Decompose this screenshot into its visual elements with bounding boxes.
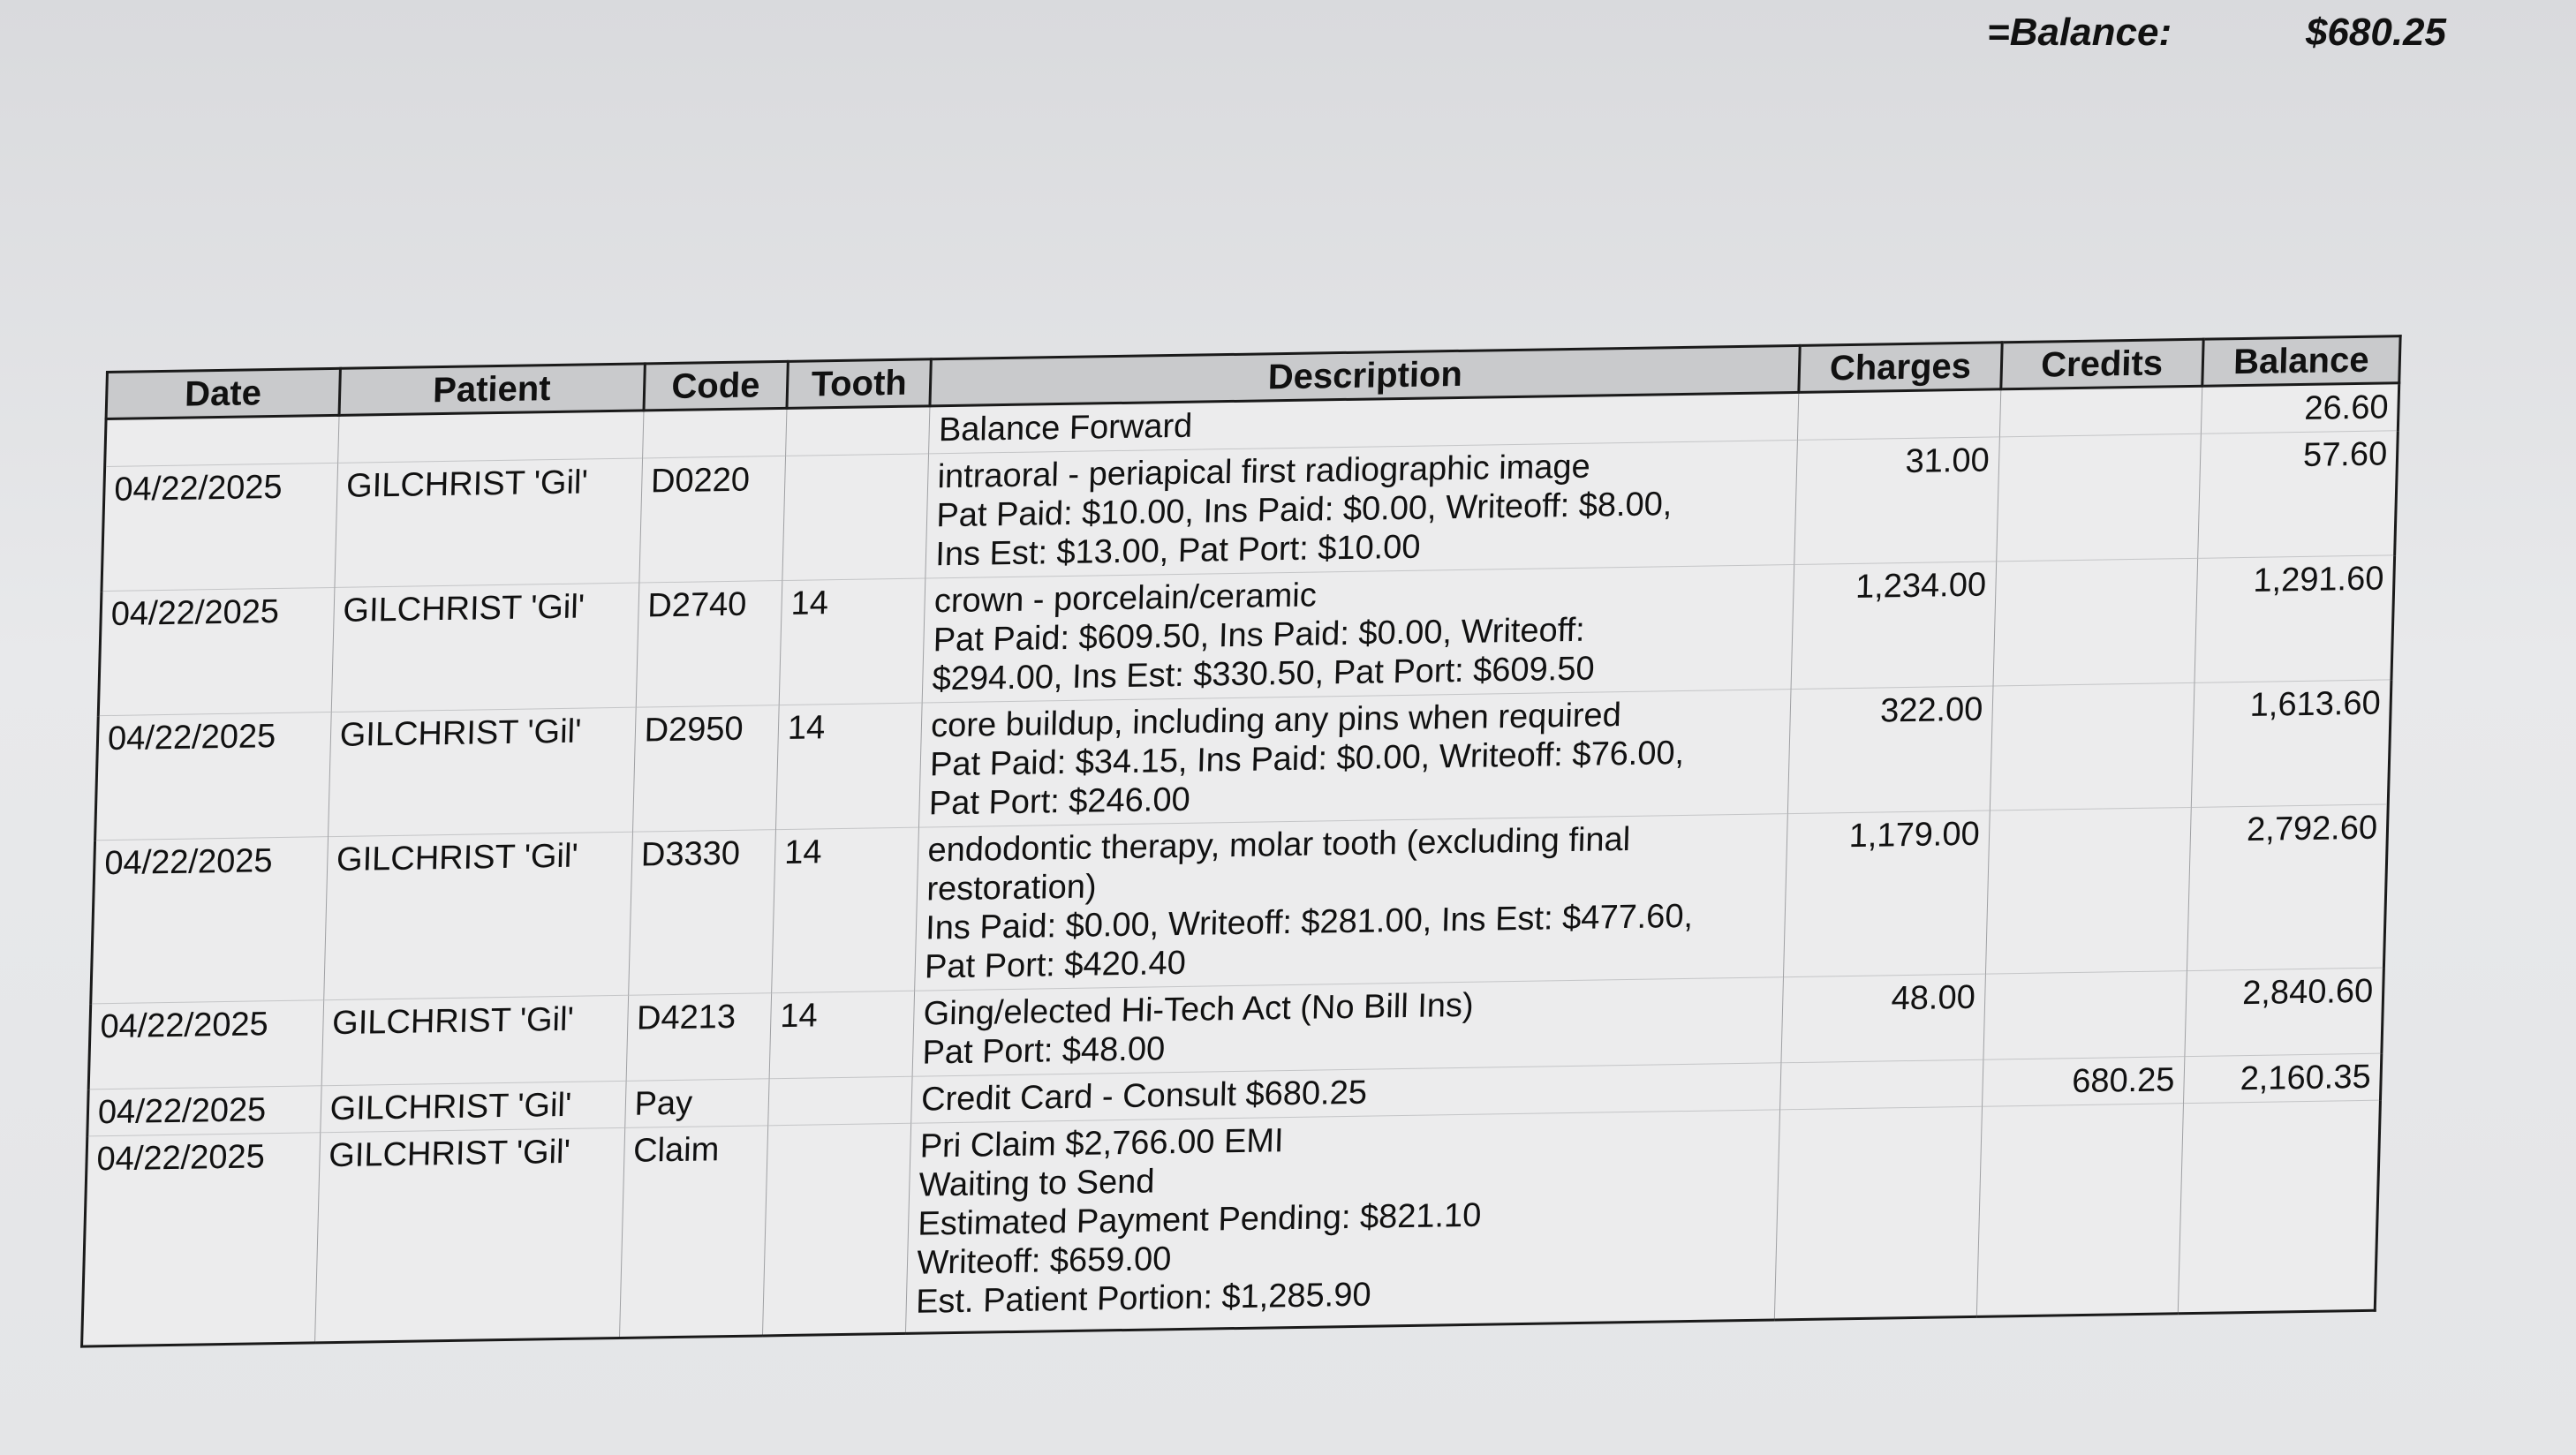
- row-code: D3330: [628, 830, 775, 996]
- description-line: Waiting to Send: [918, 1163, 1155, 1204]
- description-line: Ins Est: $13.00, Pat Port: $10.00: [934, 528, 1422, 574]
- row-charges: [1775, 1106, 1982, 1320]
- description-line: Pat Port: $420.40: [924, 944, 1187, 986]
- description-line: Pat Port: $48.00: [921, 1030, 1166, 1072]
- column-header-date: Date: [106, 368, 340, 418]
- row-date: 04/22/2025: [91, 837, 329, 1004]
- row-balance: 1,613.60: [2191, 680, 2391, 808]
- row-tooth: 14: [775, 703, 922, 830]
- row-credits: [1990, 682, 2195, 810]
- row-tooth: [768, 1076, 913, 1126]
- row-code: D2950: [632, 705, 779, 833]
- row-description: [919, 690, 1792, 828]
- row-date: 04/22/2025: [88, 1000, 323, 1089]
- row-patient: GILCHRIST 'Gil': [321, 995, 628, 1085]
- row-credits: [1976, 1104, 2183, 1317]
- row-description: [915, 814, 1788, 991]
- row-code: D4213: [626, 993, 772, 1082]
- row-date: 04/22/2025: [98, 587, 334, 715]
- description-line: core buildup, including any pins when required: [930, 697, 1622, 745]
- description-line: Pat Paid: $10.00, Ins Paid: $0.00, Writeoff: $8.00,: [935, 486, 1673, 535]
- description-line: Estimated Payment Pending: $821.10: [917, 1196, 1482, 1243]
- row-date: 04/22/2025: [87, 1086, 321, 1136]
- row-code: Pay: [624, 1079, 769, 1128]
- balance-forward-amount: 26.60: [2201, 383, 2399, 434]
- row-description: [925, 440, 1798, 578]
- row-patient: GILCHRIST 'Gil': [328, 707, 636, 836]
- description-line: $294.00, Ins Est: $330.50, Pat Port: $609.50: [932, 650, 1596, 698]
- row-patient: GILCHRIST 'Gil': [323, 832, 632, 1000]
- row-patient: GILCHRIST 'Gil': [335, 458, 643, 587]
- row-date: 04/22/2025: [82, 1133, 321, 1346]
- row-tooth: [782, 454, 929, 581]
- column-header-tooth: Tooth: [787, 359, 932, 409]
- description-line: Writeoff: $659.00: [916, 1240, 1172, 1282]
- table-row: [82, 1100, 2381, 1346]
- row-credits: [1996, 433, 2201, 562]
- row-date: 04/22/2025: [102, 463, 337, 591]
- column-header-balance: Balance: [2202, 336, 2401, 387]
- ledger-statement: [82, 334, 2473, 1321]
- row-tooth: 14: [779, 578, 925, 705]
- ledger-table: [80, 335, 2402, 1347]
- row-date: 04/22/2025: [95, 712, 331, 841]
- row-description: [922, 564, 1794, 703]
- description-line: Est. Patient Portion: $1,285.90: [915, 1276, 1372, 1321]
- row-code: D2740: [636, 581, 782, 708]
- row-balance: 57.60: [2197, 431, 2398, 559]
- row-description: [912, 977, 1783, 1077]
- row-charges: 1,234.00: [1791, 562, 1996, 690]
- description-line: intraoral - periapical first radiographic image: [937, 448, 1591, 496]
- column-header-patient: Patient: [339, 364, 645, 415]
- column-header-code: Code: [644, 361, 789, 411]
- description-line: Ging/elected Hi-Tech Act (No Bill Ins): [923, 986, 1475, 1033]
- column-header-credits: Credits: [2000, 339, 2203, 389]
- row-credits: [1983, 971, 2187, 1060]
- row-code: Claim: [619, 1126, 768, 1338]
- description-line: Credit Card - Consult $680.25: [920, 1074, 1368, 1119]
- column-header-description: Description: [930, 345, 1800, 405]
- description-line: Ins Paid: $0.00, Writeoff: $281.00, Ins Est: $477.60,: [925, 897, 1694, 947]
- description-line: Pri Claim $2,766.00 EMI: [919, 1122, 1285, 1165]
- account-balance-summary: [1987, 11, 2446, 64]
- row-balance: 2,840.60: [2185, 968, 2384, 1057]
- row-patient: GILCHRIST 'Gil': [314, 1127, 624, 1343]
- row-charges: 31.00: [1794, 437, 1999, 565]
- balance-label: =Balance:: [1987, 11, 2172, 54]
- row-tooth: [762, 1123, 911, 1336]
- row-charges: 48.00: [1781, 974, 1985, 1063]
- row-balance: 2,792.60: [2187, 804, 2388, 971]
- row-code: D0220: [639, 456, 786, 583]
- row-balance: 1,291.60: [2195, 555, 2395, 683]
- row-tooth: 14: [769, 991, 915, 1079]
- row-balance: 2,160.35: [2183, 1053, 2382, 1104]
- row-charges: 322.00: [1788, 686, 1993, 814]
- description-line: Pat Paid: $609.50, Ins Paid: $0.00, Writeoff:: [933, 611, 1586, 660]
- row-balance: [2178, 1100, 2380, 1314]
- description-line: Pat Port: $246.00: [928, 780, 1191, 823]
- balance-value: $680.25: [2305, 11, 2446, 54]
- description-line: endodontic therapy, molar tooth (excluding final: [926, 820, 1631, 870]
- row-patient: GILCHRIST 'Gil': [331, 583, 639, 712]
- description-line: Pat Paid: $34.15, Ins Paid: $0.00, Writeoff: $76.00,: [929, 734, 1685, 784]
- column-header-charges: Charges: [1799, 343, 2002, 393]
- row-credits: [1985, 807, 2191, 974]
- description-line: restoration): [925, 868, 1098, 908]
- description-line: crown - porcelain/ceramic: [933, 577, 1318, 621]
- row-description: [906, 1110, 1780, 1334]
- row-patient: GILCHRIST 'Gil': [321, 1081, 626, 1132]
- row-credits: [1993, 558, 2198, 686]
- row-credits: 680.25: [1982, 1057, 2185, 1107]
- row-charges: [1780, 1059, 1983, 1110]
- balance-forward-label: Balance Forward: [929, 392, 1799, 453]
- row-tooth: 14: [772, 827, 919, 993]
- row-charges: 1,179.00: [1784, 810, 1990, 977]
